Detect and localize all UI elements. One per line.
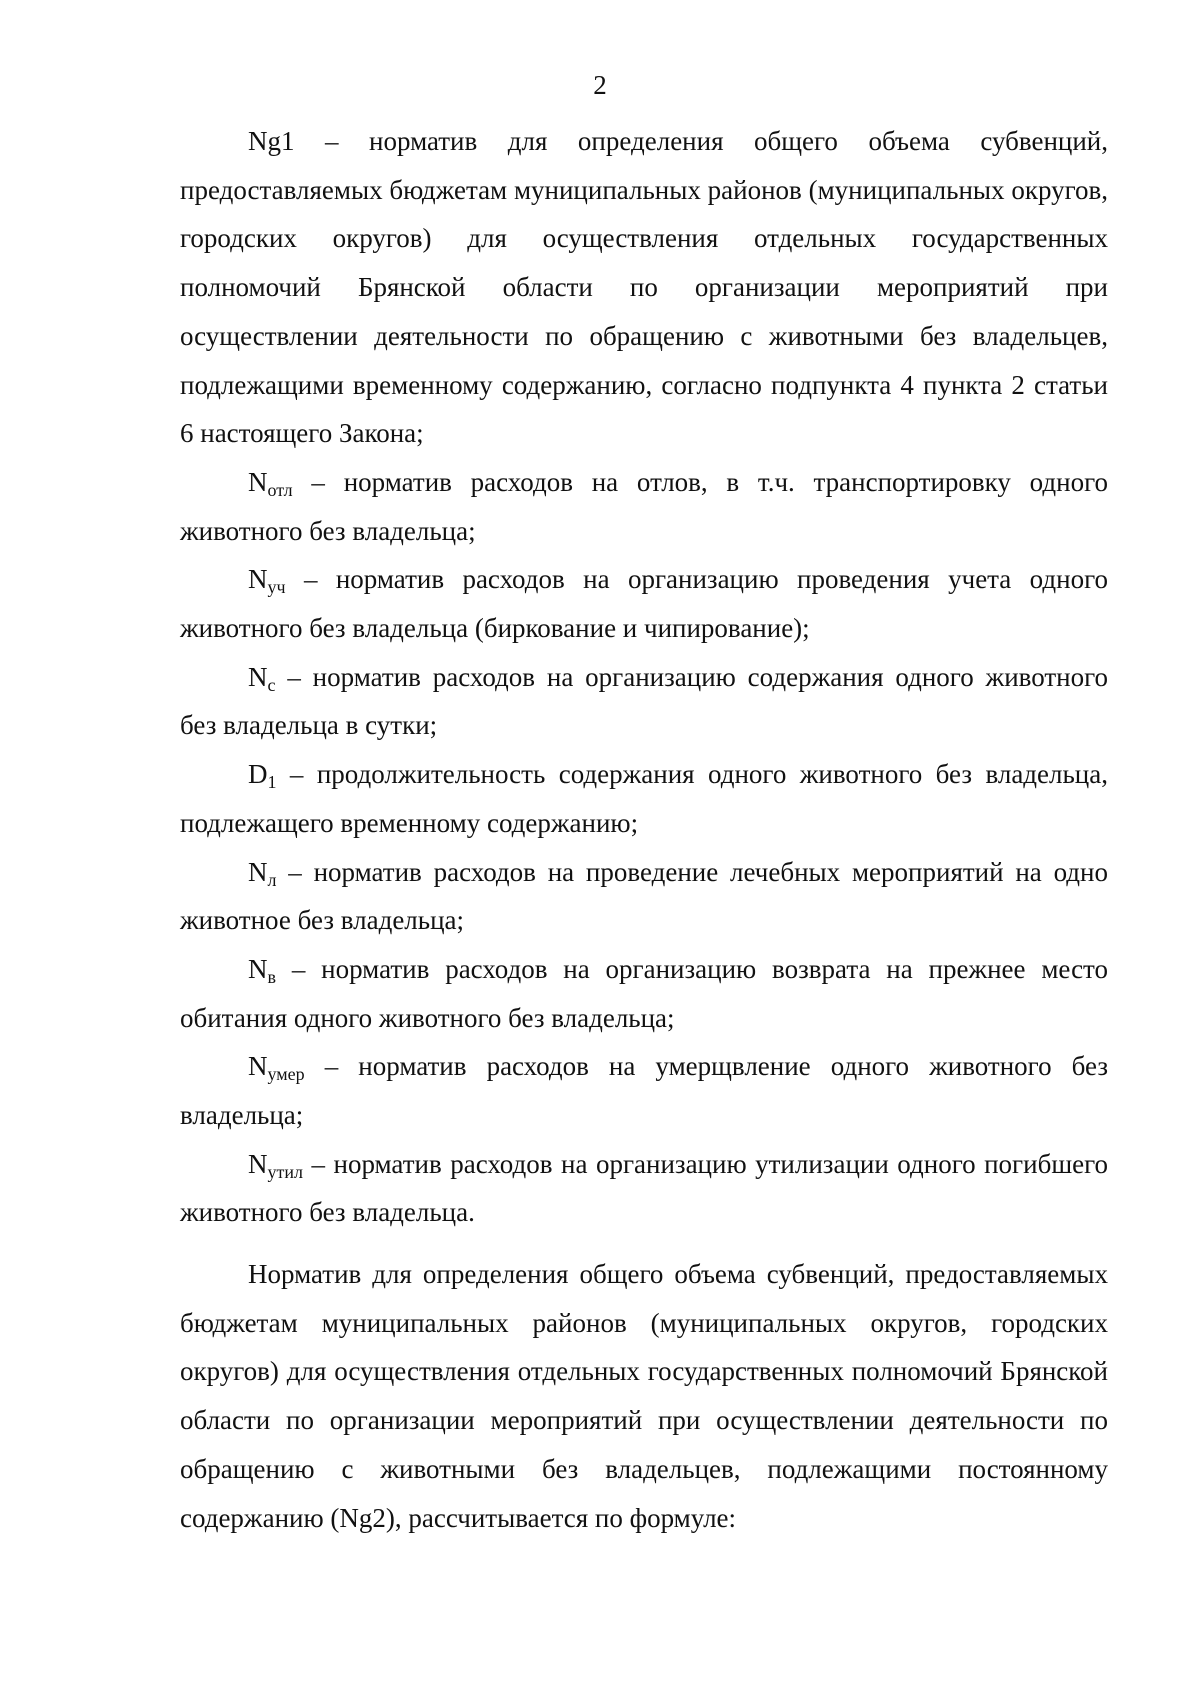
definition-text: – норматив расходов на организацию возврата на прежнее место обитания одного животного без владельца; [180,953,1108,1033]
definition-symbol: N [248,1051,268,1082]
definition-subscript: умер [267,1064,305,1085]
definition-text: – норматив расходов на проведение лечебных мероприятий на одно животное без владельца; [180,856,1108,936]
definition-n-v [180,945,1108,1042]
definition-subscript: уч [267,577,286,598]
definition-symbol: N [248,953,268,984]
definition-symbol: D [248,759,268,790]
definition-text: – норматив расходов на умерщвление одного животного без владельца; [180,1051,1108,1131]
definition-subscript: 1 [267,772,277,793]
definition-subscript: утил [267,1161,303,1182]
definition-text: – продолжительность содержания одного животного без владельца, подлежащего временному содержанию; [180,759,1108,838]
definition-n-umer [180,1042,1108,1139]
definition-d1 [180,750,1108,847]
page-number: 2 [593,70,607,100]
definition-n-util [180,1140,1108,1237]
definition-n-otl [180,458,1108,555]
definition-subscript: с [267,674,276,695]
definition-n-l [180,848,1108,945]
definition-n-s [180,653,1108,750]
definition-text: – норматив расходов на организацию содержания одного животного без владельца в сутки; [180,661,1108,741]
definition-subscript: отл [267,479,293,500]
definition-text: – норматив расходов на отлов, в т.ч. транспортировку одного животного без владельца; [180,466,1108,546]
definition-n-uch [180,555,1108,652]
definition-symbol: N [248,466,268,497]
closing-section [180,1250,1108,1542]
definition-symbol: Ng1 [248,126,295,156]
closing-paragraph: Норматив для определения общего объема субвенций, предоставляемых бюджетам муниципальных районов (муниципальных округов, городских округов) для осуществления отдельных государственных полномочий Брянской области по организации мероприятий при осуществлении деятельности по обращению с животными без владельцев, подлежащими постоянному содержанию (Ng2), рассчитывается по формуле: [180,1259,1108,1533]
definition-symbol: N [248,856,268,887]
definition-text: – норматив для определения общего объема субвенций, предоставляемых бюджетам муниципальных районов (муниципальных округов, городских округов) для осуществления отдельных государственных полномочий Брянской области по организации мероприятий при осуществлении деятельности по обращению с животными без владельцев, подлежащими временному содержанию, согласно подпункта 4 пункта 2 статьи 6 настоящего Закона; [180,126,1108,449]
definition-symbol: N [248,1148,268,1179]
definition-subscript: л [267,869,277,890]
definition-ng1 [180,117,1108,458]
definition-text: – норматив расходов на организацию проведения учета одного животного без владельца (биркование и чипирование); [180,564,1108,644]
definition-subscript: в [267,966,276,987]
definition-symbol: N [248,661,268,692]
definition-symbol: N [248,564,268,595]
definitions-list [180,117,1108,1237]
definition-text: – норматив расходов на организацию утилизации одного погибшего животного без владельца. [180,1148,1108,1228]
